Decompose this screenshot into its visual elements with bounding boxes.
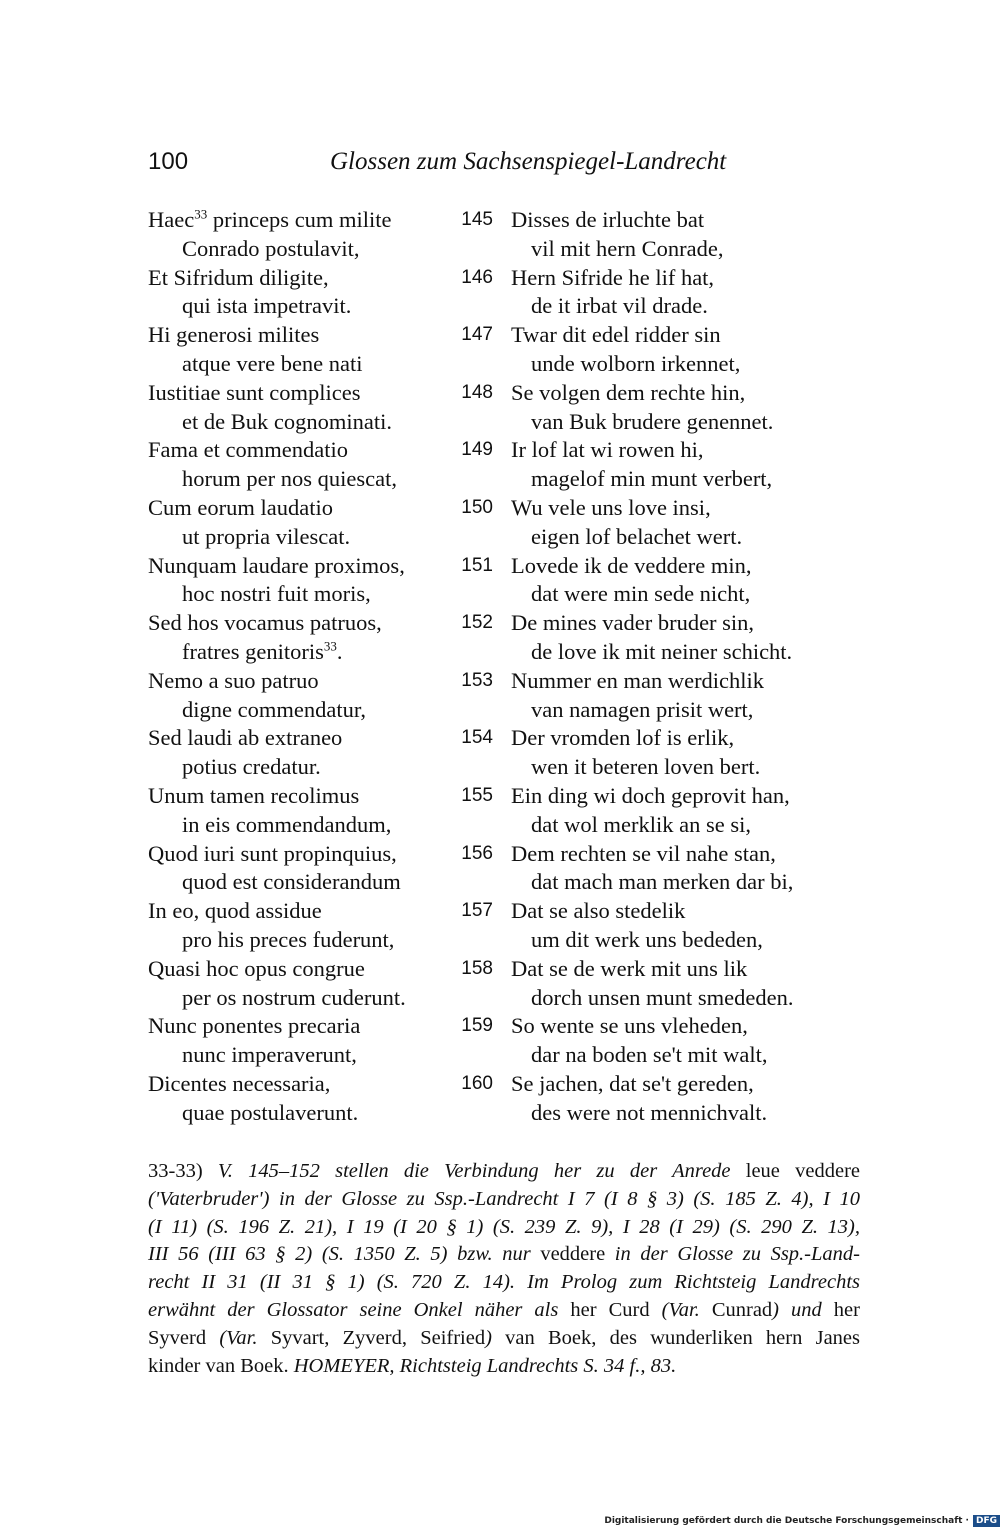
stanza-152 (148, 609, 848, 667)
latin-verse: Nunc ponentes precaria nunc imperaverunt, (148, 1013, 361, 1068)
german-verse: Disses de irluchte bat vil mit hern Conrade, (511, 207, 724, 261)
funding-notice (604, 1513, 1000, 1529)
stanza-158 (148, 955, 848, 1013)
german-verse: Nummer en man werdichlik van namagen prisit wert, (511, 667, 765, 722)
stanza-148 (148, 379, 848, 437)
verse-number: 160 (461, 1072, 493, 1094)
verse-number: 154 (461, 727, 493, 749)
verse-number: 147 (461, 324, 493, 346)
verse-number: 149 (461, 439, 493, 461)
german-verse: De mines vader bruder sin, de love ik mit neiner schicht. (511, 610, 793, 664)
verse-number: 155 (461, 784, 493, 806)
footnote-line: (I 11) (S. 196 Z. 21), I 19 (I 20 § 1) (S. 239 Z. 9), I 28 (I 29) (S. 290 Z. 13), (148, 1215, 860, 1238)
verse-number: 156 (461, 842, 493, 864)
german-verse: Dat se also stedelik um dit werk uns bededen, (511, 898, 763, 952)
latin-verse: In eo, quod assidue pro his preces fuderunt, (148, 898, 395, 952)
stanza-149 (148, 436, 848, 494)
stanza-156 (148, 840, 848, 898)
latin-verse: Haec$^{33}$ princeps cum milite Conrado postulavit, (148, 206, 392, 261)
verse-number: 145 (461, 209, 493, 230)
footnote-ref: 33 (323, 638, 337, 654)
verse-table (148, 206, 848, 1128)
verse-number: 159 (461, 1015, 493, 1037)
german-verse: Wu vele uns love insi, eigen lof belachet wert. (511, 494, 743, 549)
latin-verse: Unum tamen recolimus in eis commendandum, (148, 782, 392, 837)
german-verse: Twar dit edel ridder sin unde wolborn irkennet, (511, 322, 741, 376)
verse-number: 151 (461, 554, 493, 576)
funding-text: Digitalisierung gefördert durch die Deutsche Forschungsgemeinschaft · (604, 1516, 969, 1526)
german-verse: Ir lof lat wi rowen hi, magelof min munt verbert, (511, 437, 773, 492)
stanza-145 (148, 206, 848, 264)
footnote-line: 33-33) V. 145–152 stellen die Verbindung her zu der Anrede leue veddere (148, 1160, 860, 1182)
german-verse: Se jachen, dat se't gereden, des were not mennichvalt. (511, 1070, 768, 1125)
latin-verse: Hi generosi milites atque vere bene nati (148, 322, 363, 376)
verse-number: 157 (461, 900, 493, 922)
german-verse: So wente se uns vleheden, dar na boden se't mit walt, (511, 1013, 768, 1068)
latin-verse: Fama et commendatio horum per nos quiescat, (148, 437, 397, 492)
german-verse: Se volgen dem rechte hin, van Buk brudere genennet. (511, 379, 774, 434)
verse-number: 150 (461, 496, 493, 518)
footnote-line: erwähnt der Glossator seine Onkel näher als her Curd (Var. Cunrad) und her (148, 1298, 860, 1321)
german-verse: Dem rechten se vil nahe stan, dat mach man merken dar bi, (511, 840, 794, 895)
verse-number: 153 (461, 669, 493, 691)
page-header (148, 148, 848, 182)
footnote-line: Syverd (Var. Syvart, Zyverd, Seifried) van Boek, des wunderliken hern Janes (148, 1326, 861, 1349)
verse-number: 152 (461, 612, 493, 634)
latin-verse: Iustitiae sunt complices et de Buk cognominati. (148, 379, 392, 434)
stanza-151 (148, 552, 848, 610)
latin-verse: Nemo a suo patruo digne commendatur, (148, 667, 367, 722)
page-number: 100 (148, 148, 189, 175)
latin-verse: Quasi hoc opus congrue per os nostrum cuderunt. (148, 955, 406, 1010)
stanza-153 (148, 667, 848, 725)
verse-number: 158 (461, 957, 493, 979)
verse-number: 146 (461, 266, 493, 288)
latin-verse: Et Sifridum diligite, qui ista impetravit. (148, 264, 352, 319)
stanza-146 (148, 264, 848, 322)
running-title: Glossen zum Sachsenspiegel-Landrecht (330, 148, 727, 175)
latin-verse: Cum eorum laudatio ut propria vilescat. (148, 494, 351, 549)
latin-verse: Nunquam laudare proximos, hoc nostri fuit moris, (148, 552, 405, 607)
stanza-154 (148, 724, 848, 782)
footnote-33 (148, 1158, 860, 1380)
dfg-logo: DFG (973, 1515, 1000, 1527)
latin-verse: Sed hos vocamus patruos, fratres genitoris$^{33}$. (148, 610, 382, 664)
footnote-line: ('Vaterbruder') in der Glosse zu Ssp.-Landrecht I 7 (I 8 § 3) (S. 185 Z. 4), I 10 (148, 1187, 860, 1210)
german-verse: Lovede ik de veddere min, dat were min sede nicht, (511, 552, 752, 607)
stanza-157 (148, 897, 848, 955)
footnote-line: recht II 31 (II 31 § 1) (S. 720 Z. 14). Im Prolog zum Richtsteig Landrechts (148, 1271, 860, 1294)
latin-verse: Dicentes necessaria, quae postulaverunt. (148, 1070, 359, 1125)
footnote-line: kinder van Boek. HOMEYER, Richtsteig Landrechts S. 34 f., 83. (148, 1354, 677, 1377)
latin-verse: Sed laudi ab extraneo potius credatur. (148, 725, 343, 780)
stanza-150 (148, 494, 848, 552)
stanza-155 (148, 782, 848, 840)
german-verse: Dat se de werk mit uns lik dorch unsen munt smededen. (511, 955, 794, 1010)
german-verse: Hern Sifride he lif hat, de it irbat vil drade. (511, 264, 715, 319)
stanza-159 (148, 1012, 848, 1070)
latin-verse: Quod iuri sunt propinquius, quod est considerandum (148, 840, 401, 895)
footnote-line: III 56 (III 63 § 2) (S. 1350 Z. 5) bzw. nur veddere in der Glosse zu Ssp.-Land- (148, 1243, 860, 1266)
verse-number: 148 (461, 381, 493, 403)
german-verse: Der vromden lof is erlik, wen it beteren loven bert. (511, 725, 761, 780)
footnote-ref: 33 (194, 206, 208, 222)
stanza-147 (148, 321, 848, 379)
stanza-160 (148, 1070, 848, 1128)
german-verse: Ein ding wi doch geprovit han, dat wol merklik an se si, (511, 782, 790, 837)
